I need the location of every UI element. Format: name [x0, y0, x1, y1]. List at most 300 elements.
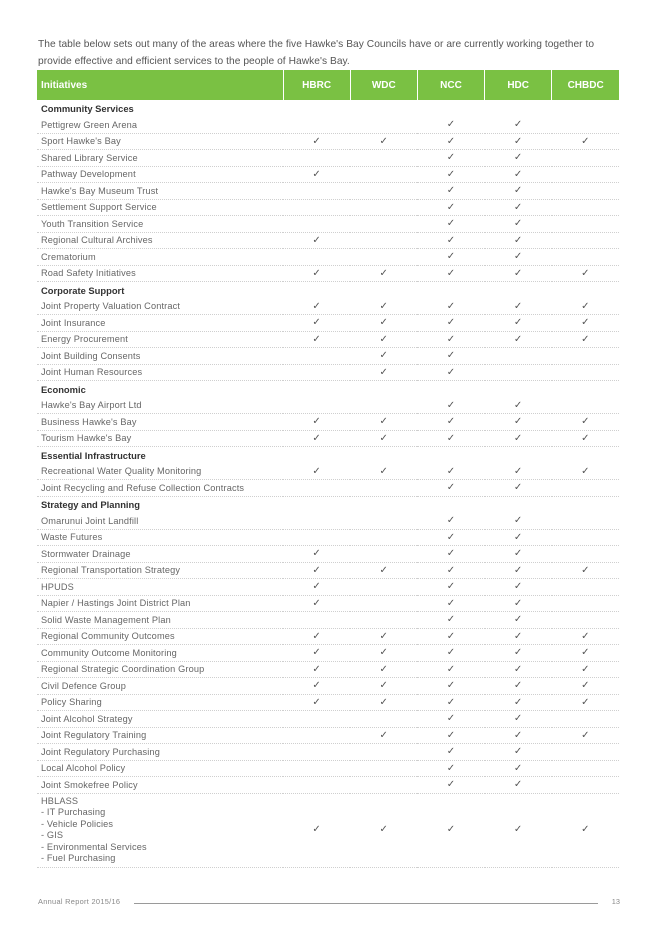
initiative-name: [37, 579, 283, 596]
check-icon-hdc: ✓: [485, 744, 552, 761]
initiative-label: Crematorium: [41, 251, 96, 262]
empty-cell-hbrc: [283, 711, 350, 728]
initiative-label: Stormwater Drainage: [41, 548, 131, 559]
header-initiatives: Initiatives: [37, 70, 283, 100]
check-icon-hdc: ✓: [485, 331, 552, 348]
initiative-name: [37, 546, 283, 563]
check-icon-wdc: ✓: [350, 793, 417, 867]
empty-cell-chbdc: [552, 183, 619, 200]
check-icon-ncc: ✓: [417, 364, 484, 381]
check-icon-hbrc: ✓: [283, 463, 350, 480]
check-icon-wdc: ✓: [350, 315, 417, 332]
check-icon-wdc: ✓: [350, 331, 417, 348]
check-icon-hbrc: ✓: [283, 331, 350, 348]
table-row: [37, 612, 619, 629]
table-row: [37, 430, 619, 447]
initiative-name: [37, 744, 283, 761]
initiative-name: [37, 793, 283, 867]
initiative-name: [37, 595, 283, 612]
initiative-name: [37, 265, 283, 282]
initiative-name: [37, 216, 283, 233]
check-icon-hdc: ✓: [485, 183, 552, 200]
section-title: Corporate Support: [41, 284, 125, 296]
empty-cell-hdc: [485, 364, 552, 381]
empty-cell-wdc: [350, 711, 417, 728]
section-row: [37, 381, 619, 398]
intro-paragraph: The table below sets out many of the areas where the five Hawke's Bay Councils have or are currently working together to provide effective and efficient services to the people of Hawke's Bay.: [38, 39, 595, 67]
check-icon-ncc: ✓: [417, 628, 484, 645]
check-icon-chbdc: ✓: [552, 793, 619, 867]
empty-cell-wdc: [350, 249, 417, 266]
empty-cell-chbdc: [552, 711, 619, 728]
check-icon-hbrc: ✓: [283, 661, 350, 678]
table-row: [37, 133, 619, 150]
table-row: [37, 216, 619, 233]
table-row: [37, 727, 619, 744]
initiative-name: [37, 711, 283, 728]
check-icon-hdc: ✓: [485, 579, 552, 596]
section-title: Strategy and Planning: [41, 499, 140, 510]
table-row: [37, 595, 619, 612]
header-chbdc: CHBDC: [552, 70, 619, 100]
check-icon-wdc: ✓: [350, 678, 417, 695]
empty-cell-wdc: [350, 546, 417, 563]
check-icon-wdc: ✓: [350, 364, 417, 381]
empty-cell-hbrc: [283, 760, 350, 777]
check-icon-ncc: ✓: [417, 711, 484, 728]
table-row: [37, 793, 619, 867]
check-icon-wdc: ✓: [350, 645, 417, 662]
check-icon-ncc: ✓: [417, 166, 484, 183]
check-icon-ncc: ✓: [417, 793, 484, 867]
check-icon-hdc: ✓: [485, 150, 552, 167]
initiative-name: [37, 150, 283, 167]
initiative-label: Regional Strategic Coordination Group: [41, 664, 205, 675]
check-icon-wdc: ✓: [350, 414, 417, 431]
table-row: [37, 579, 619, 596]
check-icon-wdc: ✓: [350, 298, 417, 315]
initiative-name: [37, 777, 283, 794]
check-icon-hbrc: ✓: [283, 562, 350, 579]
initiative-label: Local Alcohol Policy: [41, 763, 126, 774]
empty-cell-hbrc: [283, 199, 350, 216]
empty-cell-chbdc: [552, 760, 619, 777]
check-icon-chbdc: ✓: [552, 661, 619, 678]
table-row: [37, 397, 619, 414]
empty-cell-wdc: [350, 612, 417, 629]
check-icon-ncc: ✓: [417, 595, 484, 612]
initiative-label: Hawke's Bay Airport Ltd: [41, 400, 142, 410]
initiative-label: Joint Human Resources: [41, 367, 143, 378]
empty-cell-wdc: [350, 777, 417, 794]
initiative-label: Joint Smokefree Policy: [41, 779, 138, 790]
header-wdc: WDC: [350, 70, 417, 100]
initiative-name: [37, 513, 283, 530]
initiative-name: [37, 331, 283, 348]
initiatives-table: [37, 70, 619, 868]
check-icon-ncc: ✓: [417, 678, 484, 695]
check-icon-ncc: ✓: [417, 645, 484, 662]
check-icon-wdc: ✓: [350, 463, 417, 480]
initiative-name: [37, 463, 283, 480]
initiative-name: [37, 315, 283, 332]
empty-cell-wdc: [350, 166, 417, 183]
check-icon-chbdc: ✓: [552, 430, 619, 447]
check-icon-ncc: ✓: [417, 216, 484, 233]
empty-cell-hbrc: [283, 529, 350, 546]
initiative-name: [37, 694, 283, 711]
empty-cell-chbdc: [552, 166, 619, 183]
check-icon-hbrc: ✓: [283, 133, 350, 150]
initiative-name: [37, 760, 283, 777]
empty-cell-hbrc: [283, 480, 350, 497]
empty-cell-chbdc: [552, 216, 619, 233]
initiative-label: Joint Property Valuation Contract: [41, 301, 181, 311]
check-icon-hbrc: ✓: [283, 793, 350, 867]
check-icon-ncc: ✓: [417, 727, 484, 744]
check-icon-ncc: ✓: [417, 480, 484, 497]
check-icon-hdc: ✓: [485, 133, 552, 150]
page-footer: [38, 897, 620, 909]
check-icon-hdc: ✓: [485, 315, 552, 332]
table-row: [37, 711, 619, 728]
check-icon-hdc: ✓: [485, 727, 552, 744]
header-hdc: HDC: [485, 70, 552, 100]
check-icon-hdc: ✓: [485, 513, 552, 530]
empty-cell-wdc: [350, 744, 417, 761]
initiative-name: [37, 678, 283, 695]
check-icon-chbdc: ✓: [552, 414, 619, 431]
empty-cell-hbrc: [283, 744, 350, 761]
check-icon-ncc: ✓: [417, 397, 484, 414]
check-icon-ncc: ✓: [417, 612, 484, 629]
check-icon-ncc: ✓: [417, 265, 484, 282]
initiative-name: [37, 727, 283, 744]
initiative-sub-item: - Vehicle Policies: [41, 818, 114, 829]
initiative-name: [37, 628, 283, 645]
check-icon-hdc: ✓: [485, 265, 552, 282]
check-icon-chbdc: ✓: [552, 678, 619, 695]
check-icon-ncc: ✓: [417, 199, 484, 216]
empty-cell-wdc: [350, 760, 417, 777]
empty-cell-hbrc: [283, 216, 350, 233]
check-icon-wdc: ✓: [350, 628, 417, 645]
initiative-label: Tourism Hawke's Bay: [41, 433, 132, 444]
empty-cell-chbdc: [552, 579, 619, 596]
check-icon-hbrc: ✓: [283, 265, 350, 282]
table-row: [37, 298, 619, 315]
check-icon-hbrc: ✓: [283, 298, 350, 315]
check-icon-chbdc: ✓: [552, 694, 619, 711]
empty-cell-hbrc: [283, 249, 350, 266]
check-icon-hdc: ✓: [485, 546, 552, 563]
table-row: [37, 331, 619, 348]
initiative-label: Regional Transportation Strategy: [41, 565, 181, 576]
check-icon-hdc: ✓: [485, 595, 552, 612]
table-row: [37, 628, 619, 645]
table-row: [37, 760, 619, 777]
check-icon-hdc: ✓: [485, 628, 552, 645]
table-row: [37, 414, 619, 431]
check-icon-hdc: ✓: [485, 760, 552, 777]
check-icon-hdc: ✓: [485, 793, 552, 867]
check-icon-ncc: ✓: [417, 777, 484, 794]
check-icon-ncc: ✓: [417, 562, 484, 579]
check-icon-ncc: ✓: [417, 232, 484, 249]
check-icon-chbdc: ✓: [552, 562, 619, 579]
empty-cell-hbrc: [283, 777, 350, 794]
table-row: [37, 694, 619, 711]
initiative-sub-item: - Fuel Purchasing: [41, 853, 116, 864]
check-icon-hbrc: ✓: [283, 628, 350, 645]
empty-cell-wdc: [350, 117, 417, 134]
table-row: [37, 546, 619, 563]
empty-cell-chbdc: [552, 513, 619, 530]
initiative-name: [37, 397, 283, 414]
initiative-label: Omarunui Joint Landfill: [41, 515, 139, 526]
empty-cell-hbrc: [283, 348, 350, 365]
check-icon-wdc: ✓: [350, 661, 417, 678]
section-row: [37, 282, 619, 299]
check-icon-chbdc: ✓: [552, 133, 619, 150]
footer-label: Annual Report 2015/16: [38, 897, 121, 906]
empty-cell-hbrc: [283, 183, 350, 200]
empty-cell-chbdc: [552, 546, 619, 563]
initiative-name: [37, 249, 283, 266]
check-icon-chbdc: ✓: [552, 628, 619, 645]
check-icon-ncc: ✓: [417, 315, 484, 332]
check-icon-hdc: ✓: [485, 166, 552, 183]
initiative-label: HPUDS: [41, 581, 74, 592]
initiative-label: Business Hawke's Bay: [41, 416, 137, 427]
table-row: [37, 480, 619, 497]
initiative-label: Hawke's Bay Museum Trust: [41, 185, 159, 196]
initiative-name: [37, 232, 283, 249]
check-icon-wdc: ✓: [350, 430, 417, 447]
initiative-label: Joint Recycling and Refuse Collection Contracts: [41, 482, 245, 493]
table-row: [37, 744, 619, 761]
check-icon-hdc: ✓: [485, 298, 552, 315]
table-row: [37, 777, 619, 794]
initiative-name: [37, 562, 283, 579]
table-row: [37, 645, 619, 662]
check-icon-hdc: ✓: [485, 397, 552, 414]
check-icon-hbrc: ✓: [283, 579, 350, 596]
empty-cell-hdc: [485, 348, 552, 365]
table-row: [37, 463, 619, 480]
check-icon-hdc: ✓: [485, 117, 552, 134]
check-icon-ncc: ✓: [417, 331, 484, 348]
check-icon-ncc: ✓: [417, 579, 484, 596]
initiative-label: Pathway Development: [41, 169, 136, 180]
check-icon-chbdc: ✓: [552, 463, 619, 480]
empty-cell-chbdc: [552, 777, 619, 794]
check-icon-wdc: ✓: [350, 348, 417, 365]
empty-cell-hbrc: [283, 727, 350, 744]
initiative-label: HBLASS: [41, 795, 79, 806]
check-icon-hdc: ✓: [485, 645, 552, 662]
empty-cell-wdc: [350, 183, 417, 200]
check-icon-hdc: ✓: [485, 529, 552, 546]
initiative-label: Recreational Water Quality Monitoring: [41, 466, 202, 476]
table-row: [37, 150, 619, 167]
initiative-label: Pettigrew Green Arena: [41, 119, 138, 130]
initiative-name: [37, 645, 283, 662]
check-icon-hdc: ✓: [485, 249, 552, 266]
check-icon-hdc: ✓: [485, 430, 552, 447]
empty-cell-hbrc: [283, 513, 350, 530]
check-icon-ncc: ✓: [417, 744, 484, 761]
initiative-sub-item: - IT Purchasing: [41, 807, 106, 818]
check-icon-ncc: ✓: [417, 414, 484, 431]
initiative-label: Policy Sharing: [41, 697, 102, 708]
check-icon-hbrc: ✓: [283, 430, 350, 447]
check-icon-ncc: ✓: [417, 694, 484, 711]
table-body: [37, 100, 619, 867]
initiative-name: [37, 364, 283, 381]
check-icon-chbdc: ✓: [552, 298, 619, 315]
check-icon-hdc: ✓: [485, 661, 552, 678]
empty-cell-chbdc: [552, 529, 619, 546]
table-row: [37, 183, 619, 200]
check-icon-hbrc: ✓: [283, 414, 350, 431]
table-header-row: [37, 70, 619, 100]
check-icon-ncc: ✓: [417, 133, 484, 150]
check-icon-ncc: ✓: [417, 298, 484, 315]
check-icon-hdc: ✓: [485, 232, 552, 249]
check-icon-hbrc: ✓: [283, 315, 350, 332]
check-icon-wdc: ✓: [350, 265, 417, 282]
empty-cell-chbdc: [552, 397, 619, 414]
empty-cell-wdc: [350, 579, 417, 596]
initiative-name: [37, 183, 283, 200]
check-icon-ncc: ✓: [417, 760, 484, 777]
check-icon-wdc: ✓: [350, 133, 417, 150]
empty-cell-chbdc: [552, 744, 619, 761]
empty-cell-hbrc: [283, 117, 350, 134]
check-icon-ncc: ✓: [417, 661, 484, 678]
section-row: [37, 100, 619, 117]
initiative-name: [37, 166, 283, 183]
empty-cell-chbdc: [552, 117, 619, 134]
empty-cell-wdc: [350, 216, 417, 233]
empty-cell-wdc: [350, 397, 417, 414]
initiative-label: Solid Waste Management Plan: [41, 614, 171, 625]
empty-cell-wdc: [350, 480, 417, 497]
initiative-label: Civil Defence Group: [41, 680, 127, 691]
check-icon-hbrc: ✓: [283, 678, 350, 695]
check-icon-hbrc: ✓: [283, 645, 350, 662]
initiative-name: [37, 414, 283, 431]
empty-cell-chbdc: [552, 480, 619, 497]
check-icon-hdc: ✓: [485, 678, 552, 695]
table-row: [37, 348, 619, 365]
initiative-label: Regional Cultural Archives: [41, 235, 153, 246]
empty-cell-wdc: [350, 199, 417, 216]
initiative-name: [37, 430, 283, 447]
initiative-label: Sport Hawke's Bay: [41, 136, 121, 147]
table-row: [37, 678, 619, 695]
table-row: [37, 562, 619, 579]
section-title: Economic: [41, 383, 86, 395]
empty-cell-wdc: [350, 513, 417, 530]
footer-divider: [134, 903, 598, 904]
table-row: [37, 249, 619, 266]
initiative-name: [37, 480, 283, 497]
empty-cell-hbrc: [283, 397, 350, 414]
check-icon-wdc: ✓: [350, 727, 417, 744]
check-icon-chbdc: ✓: [552, 645, 619, 662]
check-icon-hbrc: ✓: [283, 546, 350, 563]
section-row: [37, 496, 619, 513]
check-icon-chbdc: ✓: [552, 265, 619, 282]
check-icon-ncc: ✓: [417, 546, 484, 563]
check-icon-ncc: ✓: [417, 513, 484, 530]
initiative-label: Settlement Support Service: [41, 202, 157, 213]
page-number: 13: [611, 897, 620, 906]
empty-cell-chbdc: [552, 199, 619, 216]
initiative-label: Joint Insurance: [41, 317, 106, 328]
empty-cell-wdc: [350, 529, 417, 546]
initiative-sub-item: - GIS: [41, 830, 64, 841]
empty-cell-chbdc: [552, 232, 619, 249]
check-icon-hdc: ✓: [485, 562, 552, 579]
table-row: [37, 265, 619, 282]
check-icon-chbdc: ✓: [552, 331, 619, 348]
initiative-name: [37, 117, 283, 134]
check-icon-ncc: ✓: [417, 529, 484, 546]
initiative-name: [37, 348, 283, 365]
table-row: [37, 199, 619, 216]
initiative-name: [37, 529, 283, 546]
section-title: Community Services: [41, 102, 134, 114]
check-icon-hdc: ✓: [485, 216, 552, 233]
check-icon-ncc: ✓: [417, 348, 484, 365]
check-icon-chbdc: ✓: [552, 727, 619, 744]
check-icon-hdc: ✓: [485, 612, 552, 629]
check-icon-hdc: ✓: [485, 463, 552, 480]
empty-cell-chbdc: [552, 348, 619, 365]
empty-cell-wdc: [350, 232, 417, 249]
check-icon-hdc: ✓: [485, 694, 552, 711]
check-icon-hbrc: ✓: [283, 166, 350, 183]
empty-cell-wdc: [350, 150, 417, 167]
check-icon-ncc: ✓: [417, 249, 484, 266]
table-row: [37, 232, 619, 249]
check-icon-ncc: ✓: [417, 117, 484, 134]
check-icon-ncc: ✓: [417, 150, 484, 167]
empty-cell-chbdc: [552, 595, 619, 612]
empty-cell-chbdc: [552, 612, 619, 629]
empty-cell-chbdc: [552, 364, 619, 381]
check-icon-chbdc: ✓: [552, 315, 619, 332]
check-icon-hbrc: ✓: [283, 694, 350, 711]
initiative-label: Waste Futures: [41, 532, 103, 543]
check-icon-hdc: ✓: [485, 480, 552, 497]
initiative-label: Shared Library Service: [41, 152, 138, 163]
table-row: [37, 166, 619, 183]
table-row: [37, 364, 619, 381]
initiative-name: [37, 298, 283, 315]
initiative-label: Joint Regulatory Purchasing: [41, 746, 160, 757]
table-row: [37, 117, 619, 134]
check-icon-ncc: ✓: [417, 430, 484, 447]
empty-cell-hbrc: [283, 612, 350, 629]
empty-cell-chbdc: [552, 150, 619, 167]
check-icon-ncc: ✓: [417, 183, 484, 200]
table-row: [37, 661, 619, 678]
empty-cell-hbrc: [283, 150, 350, 167]
